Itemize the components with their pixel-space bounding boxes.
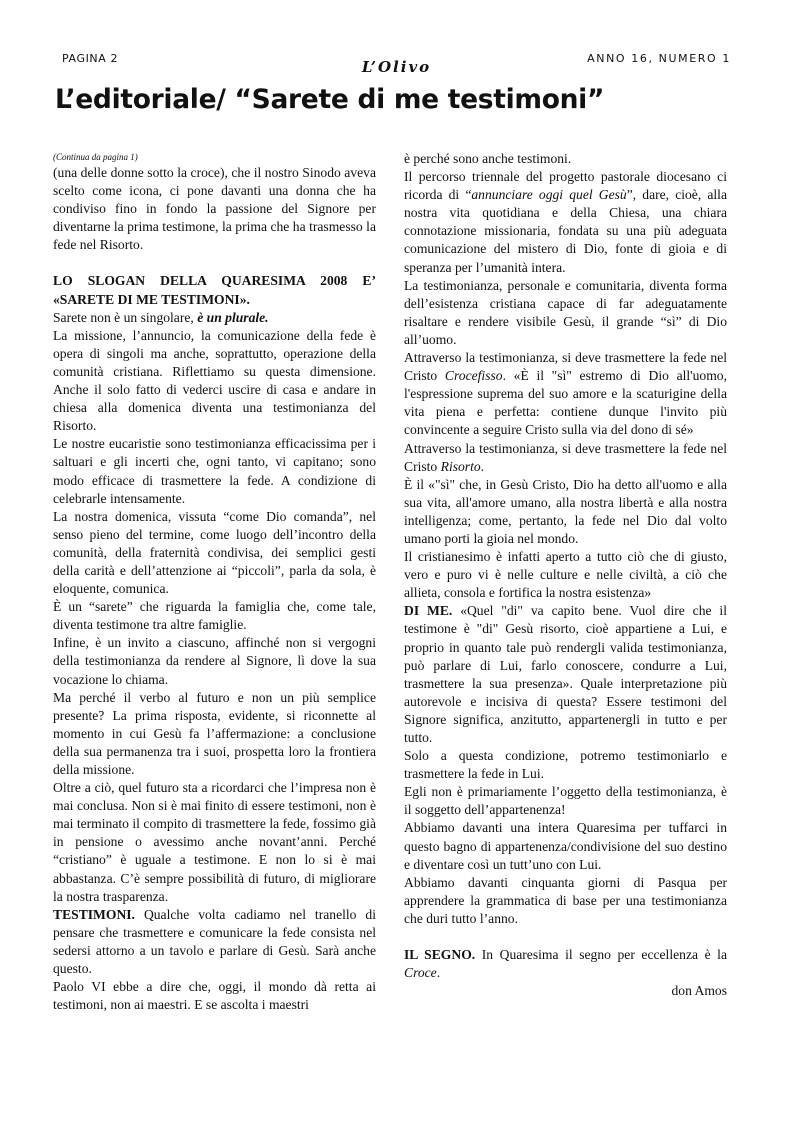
paragraph: (una delle donne sotto la croce), che il nostro Sinodo aveva scelto come icona, ci pone davanti una donna che ha condiviso fino in fondo la passione del Signore per diventarne la prima testimone, la prima che ha trasmesso la fede nel Risorto.: [53, 165, 376, 253]
emphasis: è un plurale.: [197, 309, 269, 325]
inline-heading: TESTIMONI.: [53, 906, 135, 922]
text: ”, dare, cioè, alla nostra vita quotidiana e della Chiesa, una chiara connotazione missionaria, fondata su una più adeguata comunicazione del mistero di Dio, fonte di gioia e di speranza per l’umanità intera.: [404, 187, 727, 275]
text: .: [480, 458, 485, 474]
paragraph: Egli non è primariamente l’oggetto della testimonianza, è il soggetto dell’appartenenza!: [404, 784, 727, 818]
paragraph: Infine, è un invito a ciascuno, affinché non si vergogni della testimonianza da rendere al Signore, lì dove la sua vocazione lo chiama.: [53, 635, 376, 687]
inline-heading: IL SEGNO.: [404, 947, 476, 963]
paragraph: È il «"sì" che, in Gesù Cristo, Dio ha detto all'uomo e alla sua vita, all'amore umano, alla nostra libertà e alla nostra intelligenza; come, pertanto, la fede nel Dio dal volto umano porti la gioia nel mondo.: [404, 476, 727, 546]
paragraph: [53, 906, 376, 978]
paragraph: La testimonianza, personale e comunitaria, diventa forma dell’esistenza cristiana capace di far adeguatamente risaltare e rendere visibile Gesù, il grande “sì” di Dio all’uomo.: [404, 277, 727, 347]
text: .: [436, 965, 441, 981]
text: Attraverso la testimonianza, si deve trasmettere la fede nel Cristo: [404, 350, 727, 384]
paragraph: Le nostre eucaristie sono testimonianza efficacissima per i saltuari e gli incerti che, ogni tanto, vi capitano; sono modo efficace di trasmettere la fede. A condizione di celebrarle intensamente.: [53, 436, 376, 506]
paragraph: Oltre a ciò, quel futuro sta a ricordarci che l’impresa non è mai conclusa. Non si è mai finito di essere testimoni, non è mai terminato il compito di trasmettere la fede, fossimo già in pensione o avessimo anche novant’anni. Perché “cristiano” è uguale a testimone. E non lo si è mai abbastanza. C’è sempre possibilità di futuro, di migliorare la nostra trasparenza.: [53, 780, 376, 904]
text: Qualche volta cadiamo nel tranello di pensare che trasmettere e comunicare la fede consista nel sedersi attorno a un tavolo e parlare di Gesù. Sarà anche questo.: [53, 906, 376, 977]
paragraph: Ma perché il verbo al futuro e non un più semplice presente? La prima risposta, evidente, si riconnette al momento in cui Gesù fa l’affermazione: a conclusione della sua permanenza tra i suoi, prospetta loro la frontiera della missione.: [53, 689, 376, 777]
text: Sarete non è un singolare,: [53, 309, 198, 325]
text: . «È il "sì" estremo di Dio all'uomo, l'espressione suprema del suo amore e la scaturigine della vita piena e perfetta: contiene dunque l'invito più convincente a seguire Cristo sulla via del dono di sé»: [404, 368, 727, 438]
paragraph: [53, 309, 376, 327]
continuation-note: (Continua da pagina 1): [53, 152, 138, 162]
paragraph: La nostra domenica, vissuta “come Dio comanda”, nel senso pieno del termine, come luogo dell’incontro della comunità, della fraternità condivisa, dei semplici gesti della carità e dell’attenzione ai “piccoli”, parla da sola, è eloquente, comunica.: [53, 508, 376, 597]
text: Attraverso la testimonianza, si deve trasmettere la fede nel Cristo: [404, 440, 727, 474]
paragraph: [404, 946, 727, 982]
emphasis: Crocefisso: [444, 368, 503, 384]
paragraph: [404, 440, 727, 476]
text: In Quaresima il segno per eccellenza è la: [475, 947, 727, 963]
paragraph: La missione, l’annuncio, la comunicazione della fede è opera di singoli ma anche, soprattutto, operazione della comunità cristiana. Riflettiamo su questa dimensione. Anche il solo fatto di vederci uscire di casa e andare in chiesa alla domenica diventa una testimonianza del Risorto.: [53, 327, 376, 434]
paragraph: Il cristianesimo è infatti aperto a tutto ciò che di giusto, vero e puro vi è nelle culture e nelle civiltà, a ciò che allieta, consola e fortifica la nostra esistenza»: [404, 549, 727, 601]
text: «Quel "di" va capito bene. Vuol dire che il testimone è "di" Gesù risorto, cioè appartiene a Lui, e proprio in quanto tale può rendergli valida testimonianza, può parlare di Lui, farlo conoscere, condurre a Lui, trasmettere la sua presenza». Quale interpretazione più autorevole e incisiva di questa? Essere testimoni del Signore significa, anzitutto, appartenergli in tutto e per tutto.: [404, 603, 727, 745]
emphasis: Risorto: [440, 458, 481, 474]
paragraph: Abbiamo davanti una intera Quaresima per tuffarci in questo bagno di appartenenza/condivisione del suo destino e diventare così un tutt’uno con Lui.: [404, 820, 727, 872]
page-number: PAGINA 2: [62, 52, 119, 65]
text: Il percorso triennale del progetto pastorale diocesano ci ricorda di “: [404, 169, 727, 203]
paragraph: È un “sarete” che riguarda la famiglia che, come tale, diventa testimone tra altre famiglie.: [53, 599, 376, 633]
section-heading: LO SLOGAN DELLA QUARESIMA 2008 E’ «SARETE DI ME TESTIMONI».: [53, 273, 376, 307]
emphasis: annunciare oggi quel Gesù: [471, 187, 627, 203]
column-left: [53, 150, 376, 1014]
inline-heading: DI ME.: [404, 603, 453, 619]
signature: don Amos: [671, 983, 727, 999]
paragraph: è perché sono anche testimoni.: [404, 151, 572, 166]
paragraph: Abbiamo davanti cinquanta giorni di Pasqua per apprendere la grammatica di base per una testimonianza che duri tutto l’anno.: [404, 874, 727, 926]
masthead: L’Olivo: [361, 58, 432, 76]
paragraph: Solo a questa condizione, potremo testimoniarlo e trasmettere la fede in Lui.: [404, 748, 727, 782]
article-title: L’editoriale/ “Sarete di me testimoni”: [55, 84, 605, 115]
paragraph: [404, 168, 727, 277]
column-right: [404, 150, 727, 1000]
paragraph: [404, 602, 727, 747]
paragraph: [404, 349, 727, 439]
paragraph: Paolo VI ebbe a dire che, oggi, il mondo dà retta ai testimoni, non ai maestri. E se ascolta i maestri: [53, 979, 376, 1013]
issue-number: ANNO 16, NUMERO 1: [587, 52, 731, 65]
emphasis: Croce: [404, 965, 437, 981]
